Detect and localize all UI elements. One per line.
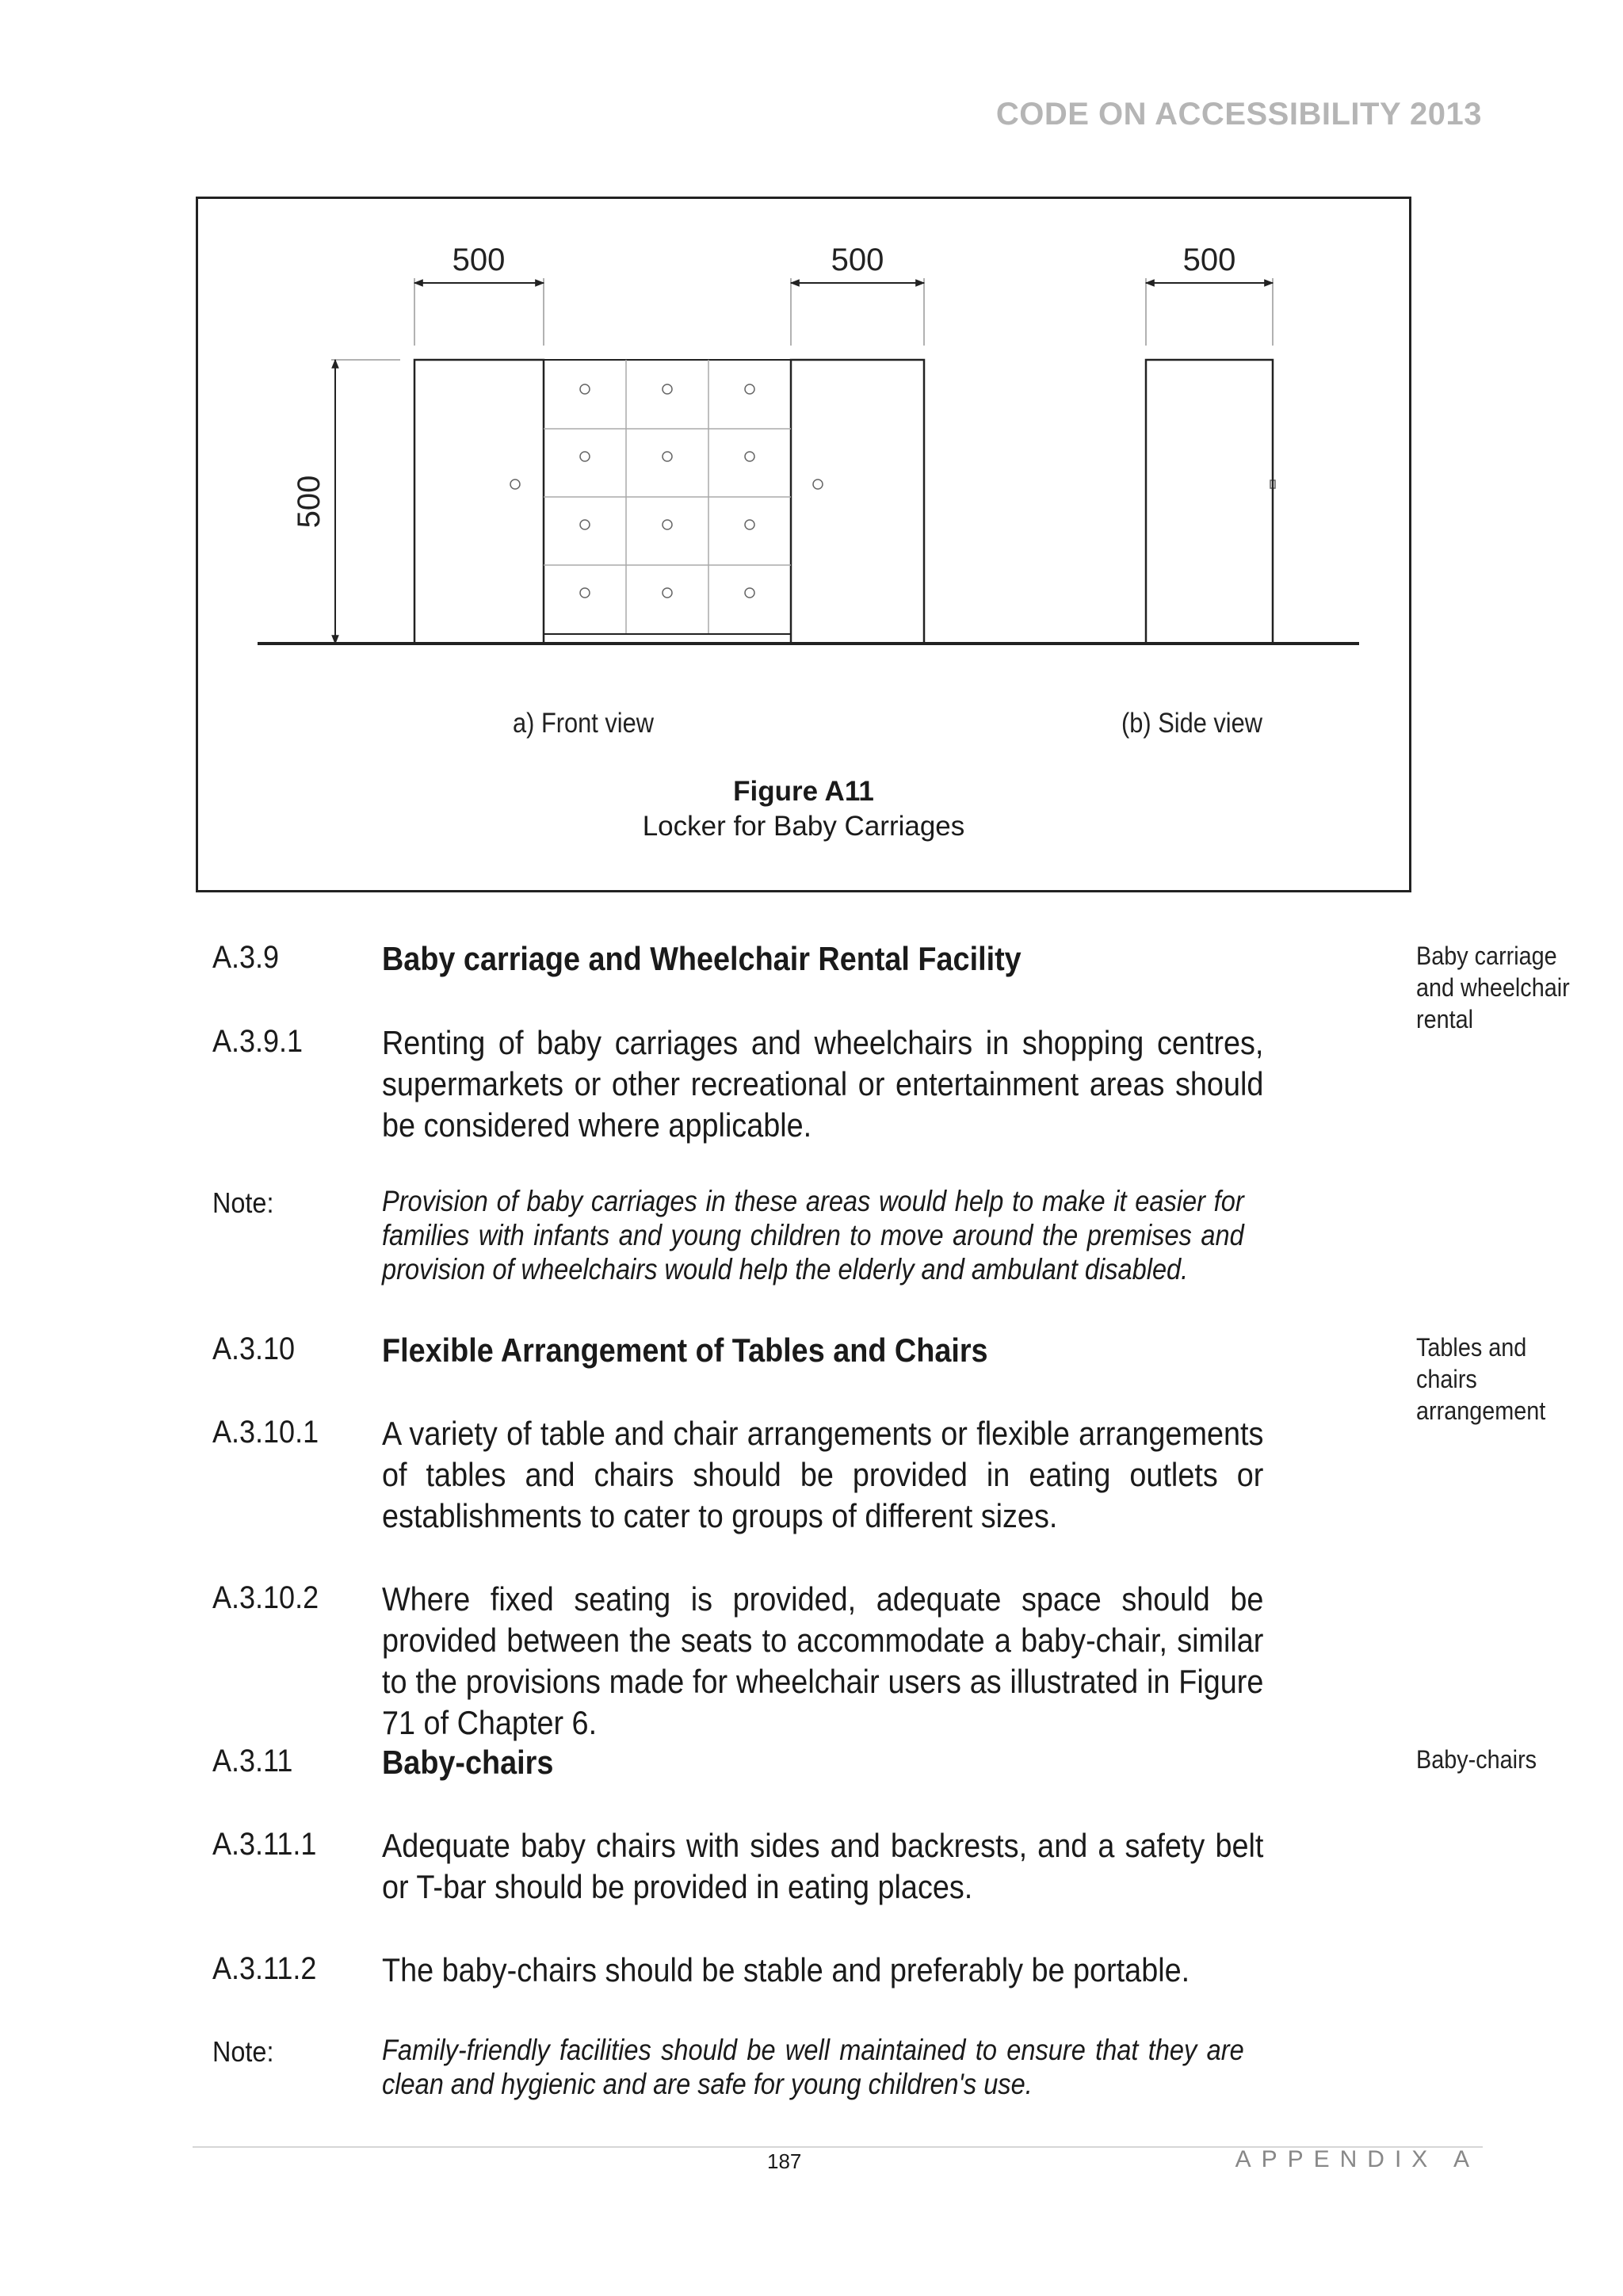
knob (510, 479, 520, 489)
knob (580, 520, 590, 529)
centre-drawer-unit (544, 360, 791, 644)
clause-text: Adequate baby chairs with sides and backrests, and a safety belt or T-bar should be provided in eating places. (382, 1827, 1264, 1905)
knob (813, 479, 823, 489)
knob (580, 452, 590, 461)
knob (663, 452, 672, 461)
dimension-label: 500 (292, 475, 327, 529)
side-view-label: (b) Side view (1121, 708, 1263, 739)
knob (745, 588, 754, 598)
right-locker-door (791, 360, 924, 644)
dimension-label: 500 (831, 243, 884, 277)
knob (663, 588, 672, 598)
clause-number: A.3.11.2 (212, 1951, 317, 1986)
section-heading: Flexible Arrangement of Tables and Chairs (382, 1331, 988, 1369)
note-label: Note: (212, 2035, 274, 2068)
knob (745, 452, 754, 461)
clause-text: Renting of baby carriages and wheelchairs in shopping centres, supermarkets or other recreational or entertainment areas should be considered where applicable. (382, 1024, 1264, 1144)
clause-text: Where fixed seating is provided, adequate space should be provided between the seats to accommodate a baby-chair, similar to the provisions made for wheelchair users as illustrated in Figure 71 of Chapter 6. (382, 1580, 1264, 1741)
clause-text: The baby-chairs should be stable and preferably be portable. (382, 1951, 1190, 1988)
margin-note: Baby carriage and wheelchair rental (1416, 942, 1570, 1033)
page-number: 187 (767, 2149, 802, 2173)
knob (580, 384, 590, 394)
clause-number: A.3.10.2 (212, 1580, 319, 1615)
figure-a11 (196, 197, 1411, 892)
margin-note: Tables and chairs arrangement (1416, 1333, 1546, 1425)
margin-note: Baby-chairs (1416, 1745, 1537, 1774)
note-text: Provision of baby carriages in these areas would help to make it easier for families with infants and young children to move around the premises and provision of wheelchairs would help the elderly and ambulant disabled. (382, 1185, 1244, 1286)
section-number: A.3.9 (212, 940, 280, 975)
figure-caption: Locker for Baby Carriages (642, 811, 965, 842)
footer-section-label: APPENDIX A (1235, 2146, 1480, 2172)
knob (663, 384, 672, 394)
left-locker-door (414, 360, 544, 644)
note-label: Note: (212, 1186, 274, 1219)
figure-number: Figure A11 (733, 776, 874, 807)
section-number: A.3.10 (212, 1331, 296, 1366)
clause-number: A.3.9.1 (212, 1024, 304, 1059)
section-number: A.3.11 (212, 1744, 293, 1778)
dimension-label: 500 (1182, 243, 1236, 277)
knob (745, 520, 754, 529)
dimension-label: 500 (452, 243, 506, 277)
knob (745, 384, 754, 394)
knob (663, 520, 672, 529)
front-view-label: a) Front view (513, 708, 655, 739)
note-text: Family-friendly facilities should be well maintained to ensure that they are clean and hygienic and are safe for young children's use. (382, 2034, 1244, 2100)
section-heading: Baby-chairs (382, 1744, 554, 1781)
clause-number: A.3.11.1 (212, 1827, 317, 1862)
knob (580, 588, 590, 598)
clause-number: A.3.10.1 (212, 1415, 319, 1450)
clause-text: A variety of table and chair arrangements or flexible arrangements of tables and chairs should be provided in eating outlets or establishments to cater to groups of different sizes. (382, 1415, 1264, 1534)
side-view-locker (1146, 360, 1273, 644)
section-heading: Baby carriage and Wheelchair Rental Facility (382, 940, 1022, 977)
document-header-title: CODE ON ACCESSIBILITY 2013 (995, 97, 1482, 132)
